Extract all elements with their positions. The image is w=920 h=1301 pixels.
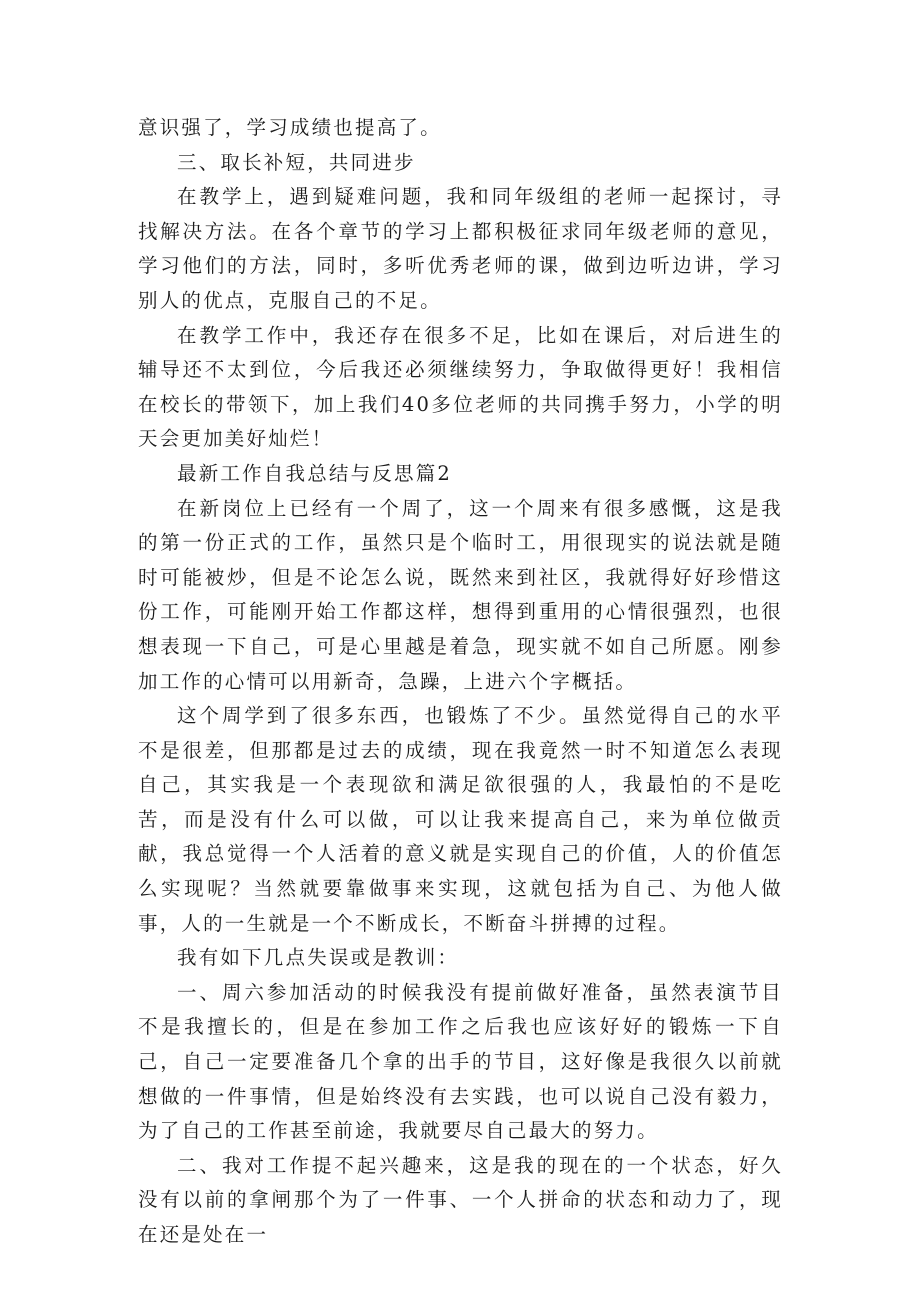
article-title-2: 最新工作自我总结与反思篇2 — [177, 461, 453, 485]
paragraph-continuation: 意识强了，学习成绩也提高了。 — [138, 116, 442, 139]
paragraph-lessons-intro: 我有如下几点失误或是教训： — [177, 946, 460, 970]
paragraph-lesson-2: 二、我对工作提不起兴趣来，这是我的现在的一个状态，好久没有以前的拿闸那个为了一件事、一个人拼命的状态和动力了，现在还是处在一 — [138, 1153, 783, 1246]
paragraph: 这个周学到了很多东西，也锻炼了不少。虽然觉得自己的水平不是很差，但那都是过去的成绩，现在我竟然一时不知道怎么表现自己，其实我是一个表现欲和满足欲很强的人，我最怕的不是吃苦，而是没有什么可以做，可以让我来提高自己，来为单位做贡献，我总觉得一个人活着的意义就是实现自己的价值，人的价值怎么实现呢？当然就要靠做事来实现，这就包括为自己、为他人做事，人的一生就是一个不断成长，不断奋斗拼搏的过程。 — [138, 704, 783, 935]
paragraph: 在新岗位上已经有一个周了，这一个周来有很多感慨，这是我的第一份正式的工作，虽然只是个临时工，用很现实的说法就是随时可能被炒，但是不论怎么说，既然来到社区，我就得好好珍惜这份工作，可能刚开始工作都这样，想得到重用的心情很强烈，也很想表现一下自己，可是心里越是着急，现实就不如自己所愿。刚参加工作的心情可以用新奇，急躁，上进六个字概括。 — [138, 496, 783, 693]
section-heading-3: 三、取长补短，共同进步 — [177, 150, 416, 174]
paragraph: 在教学上，遇到疑难问题，我和同年级组的老师一起探讨，寻找解决方法。在各个章节的学习上都积极征求同年级老师的意见，学习他们的方法，同时，多听优秀老师的课，做到边听边讲，学习别人的优点，克服自己的不足。 — [138, 185, 783, 312]
paragraph: 在教学工作中，我还存在很多不足，比如在课后，对后进生的辅导还不太到位，今后我还必须继续努力，争取做得更好！我相信在校长的带领下，加上我们40多位老师的共同携手努力，小学的明天会更加美好灿烂！ — [138, 323, 783, 451]
document-body — [138, 111, 783, 1253]
paragraph-lesson-1: 一、周六参加活动的时候我没有提前做好准备，虽然表演节目不是我擅长的，但是在参加工作之后我也应该好好的锻炼一下自己，自己一定要准备几个拿的出手的节目，这好像是我很久以前就想做的一件事情，但是始终没有去实践，也可以说自己没有毅力，为了自己的工作甚至前途，我就要尽自己最大的努力。 — [138, 980, 783, 1143]
